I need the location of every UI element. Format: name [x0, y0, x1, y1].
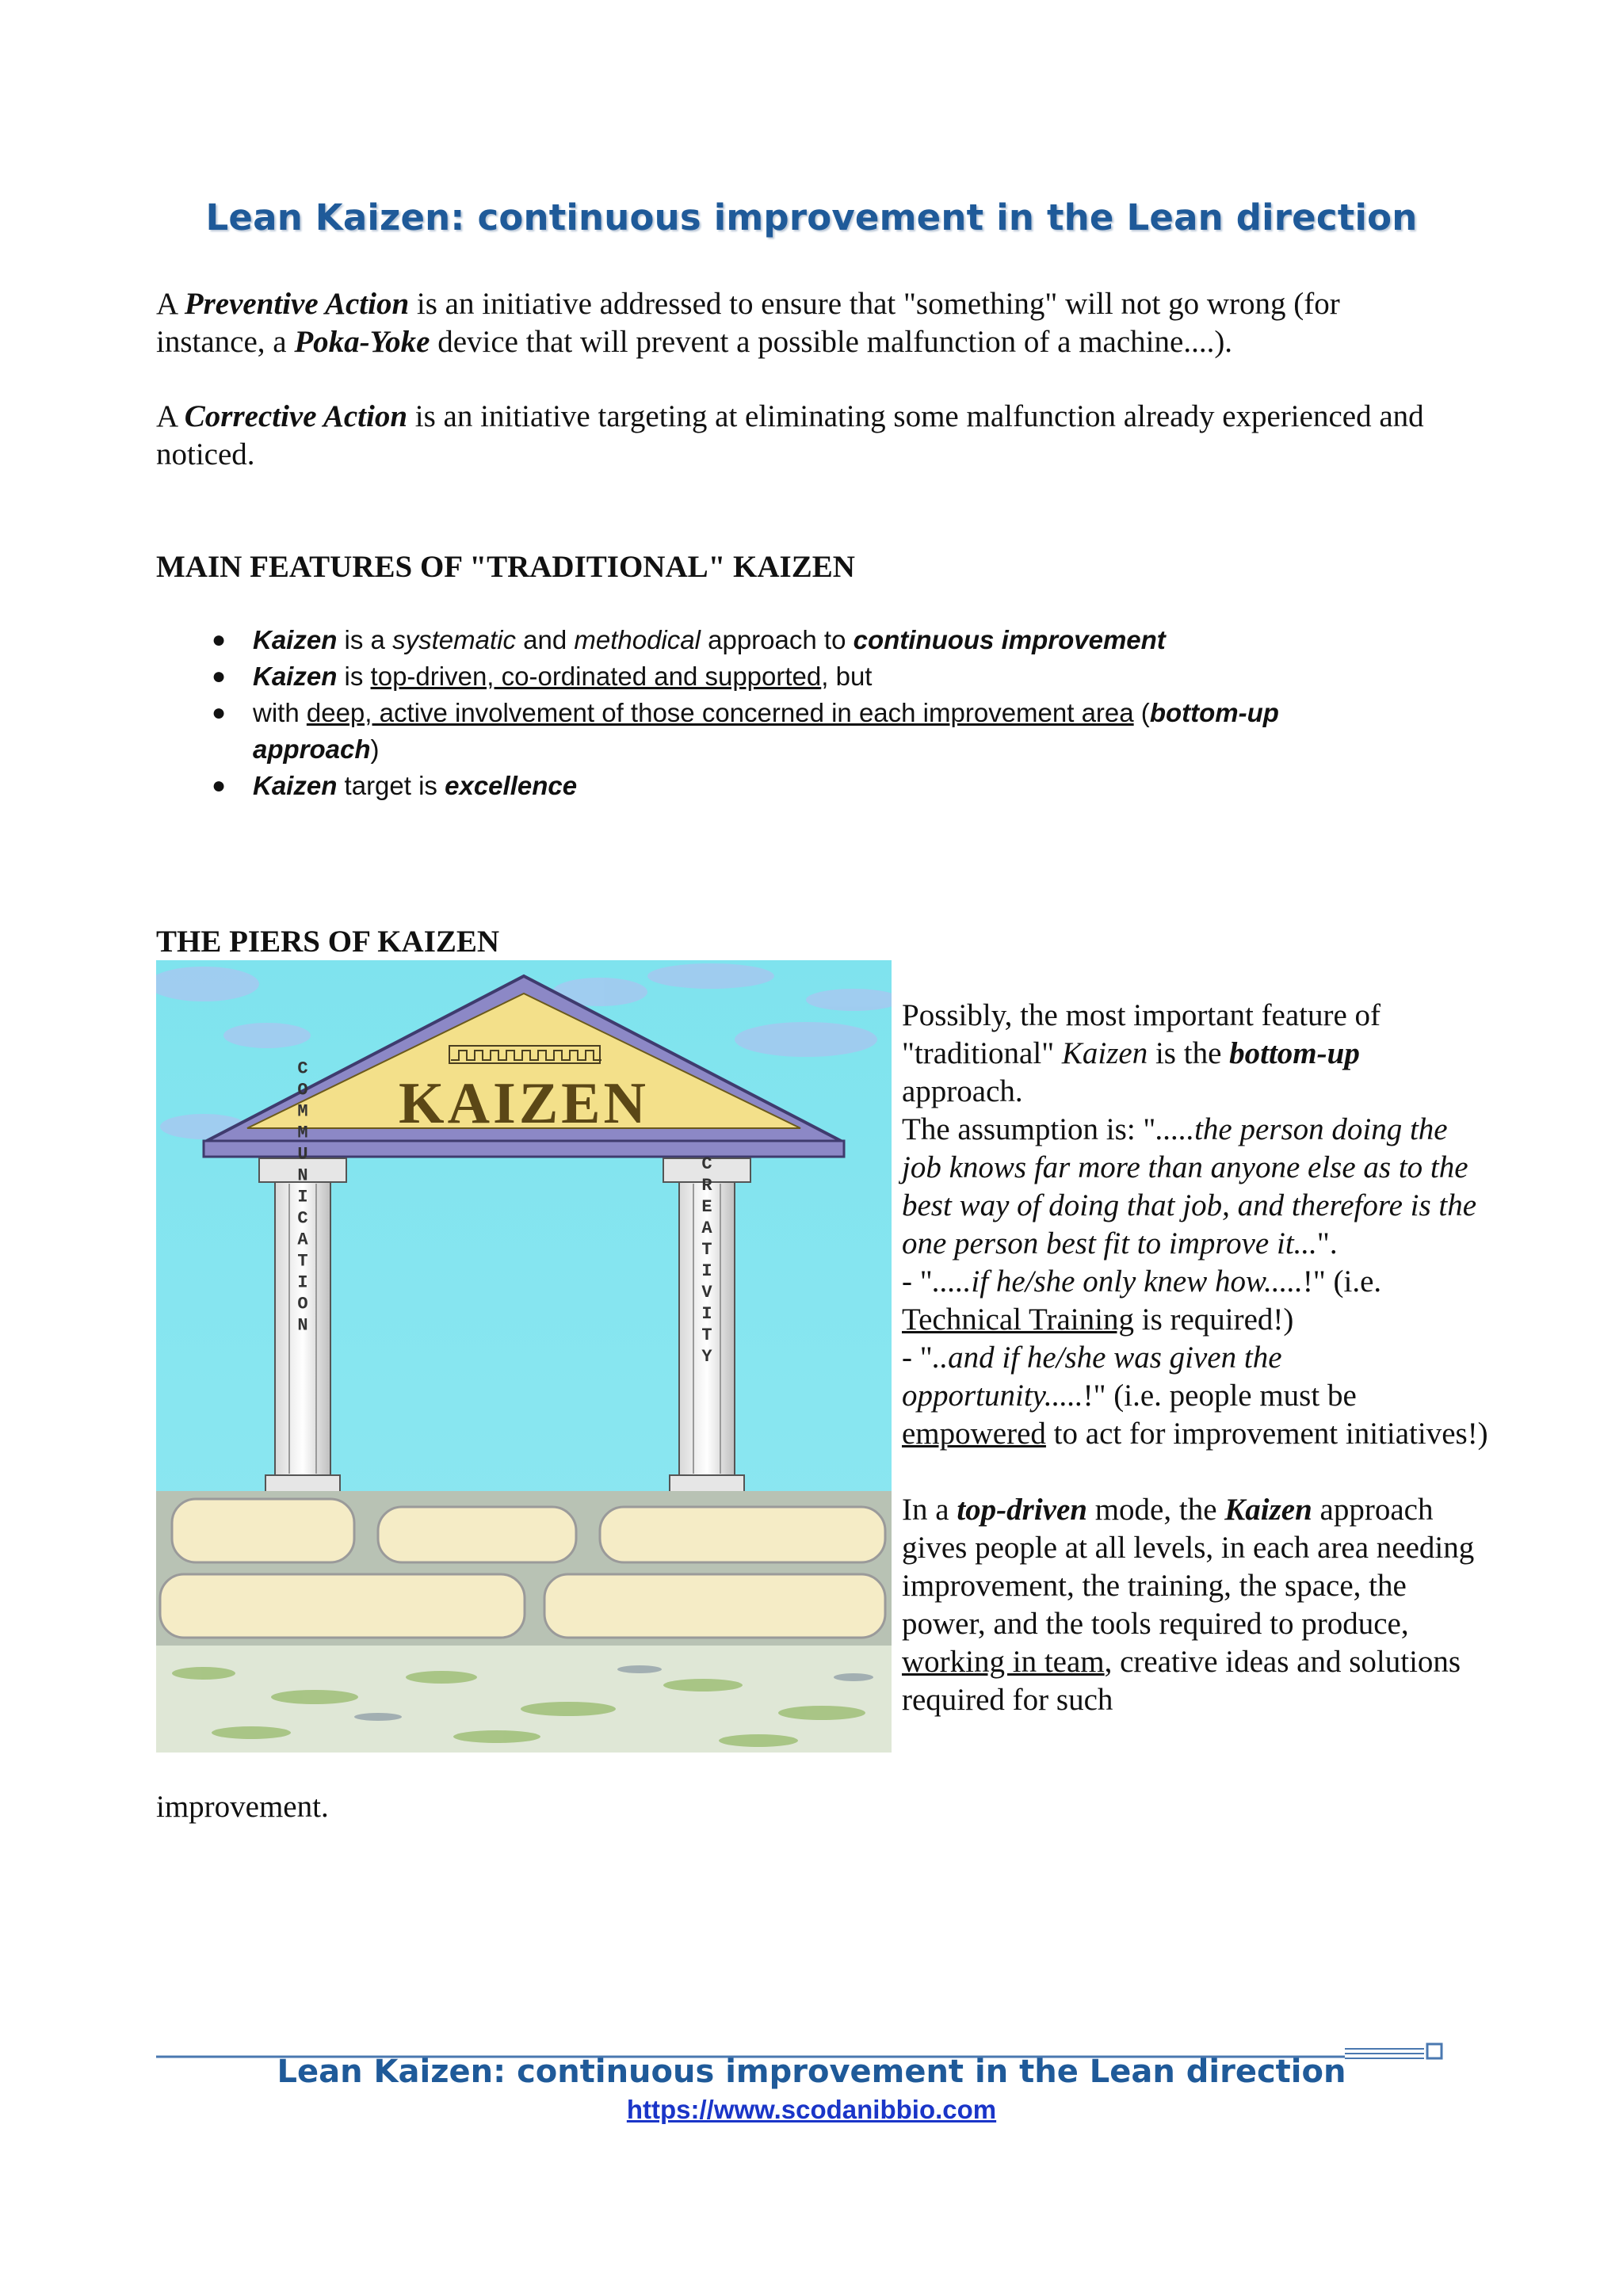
kaizen-term: Kaizen: [253, 662, 338, 691]
corrective-action-paragraph: [156, 398, 1456, 474]
footer-link[interactable]: https://www.scodanibbio.com: [626, 2095, 997, 2124]
kaizen-term: Kaizen: [253, 771, 338, 800]
piers-heading: THE PIERS OF KAIZEN: [156, 925, 500, 959]
side-text: ..and if he/she was given the opportunity.....: [902, 1341, 1282, 1413]
last-line: improvement.: [156, 1790, 329, 1824]
side-text: to act for improvement initiatives!): [1045, 1417, 1488, 1451]
list-text: , but: [821, 662, 873, 691]
list-text: with: [253, 698, 307, 727]
kaizen-term: Kaizen: [1061, 1036, 1148, 1070]
side-text: is the: [1148, 1036, 1230, 1070]
list-item: [156, 658, 1392, 695]
preventive-action-paragraph: [156, 285, 1456, 361]
kaizen-term: Kaizen: [1224, 1493, 1312, 1527]
side-text: In a: [902, 1493, 957, 1527]
side-text: mode, the: [1086, 1493, 1225, 1527]
kaizen-temple-illustration: [156, 960, 892, 1753]
pediment-label: KAIZEN: [399, 1071, 649, 1136]
features-list: [156, 622, 1392, 804]
list-text: approach to: [700, 625, 854, 654]
para-text: device that will prevent a possible malfunction of a machine....).: [430, 325, 1233, 359]
side-paragraph-3: [902, 1263, 1488, 1339]
bullet-icon: ●: [212, 700, 227, 726]
side-text: top-driven: [957, 1493, 1087, 1527]
list-text: target is: [337, 771, 445, 800]
footer-title: Lean Kaizen: continuous improvement in the Lean direction: [277, 2054, 1346, 2090]
bullet-icon: ●: [212, 772, 227, 799]
side-text: !" (i.e.: [1302, 1264, 1382, 1299]
side-paragraph-2: [902, 1111, 1488, 1263]
side-text: The assumption is: ": [902, 1112, 1156, 1146]
side-text: is required!): [1133, 1302, 1294, 1337]
term-corrective-action: Corrective Action: [184, 399, 408, 433]
list-text: bottom-up approach: [253, 698, 1279, 764]
spacer: [902, 1453, 1488, 1491]
side-text: bottom-up: [1229, 1036, 1360, 1070]
side-text: working in team: [902, 1645, 1105, 1679]
side-text: empowered: [902, 1417, 1046, 1451]
para-text: A: [156, 287, 185, 321]
list-text: excellence: [445, 771, 578, 800]
para-text: A: [156, 399, 185, 433]
side-text: .....if he/she only knew how.....: [932, 1264, 1303, 1299]
para-text: is an initiative addressed to ensure that "something" will not go wrong (for instance, a: [156, 287, 1340, 359]
side-text: !" (i.e. people must be: [1083, 1379, 1357, 1413]
list-text: ): [370, 734, 380, 764]
list-text: methodical: [574, 625, 701, 654]
piers-description: [902, 997, 1488, 1719]
side-paragraph-4: [902, 1339, 1488, 1453]
list-text: is a: [337, 625, 393, 654]
bullet-icon: ●: [212, 627, 227, 653]
side-text: approach.: [902, 1074, 1023, 1108]
side-text: - ": [902, 1341, 933, 1375]
list-text: top-driven, co-ordinated and supported: [370, 662, 822, 691]
list-item: [156, 622, 1392, 658]
side-text: Possibly, the most important feature of "traditional": [902, 998, 1381, 1070]
side-paragraph-5: [902, 1491, 1488, 1719]
list-text: is: [337, 662, 371, 691]
kaizen-term: Kaizen: [253, 625, 338, 654]
side-text: - ": [902, 1264, 933, 1299]
list-item: [156, 768, 1392, 804]
side-paragraph-1: [902, 997, 1488, 1111]
term-preventive-action: Preventive Action: [184, 287, 410, 321]
bullet-icon: ●: [212, 663, 227, 689]
side-text: approach gives people at all levels, in each area needing improvement, the training, the space, the power, and the tools required to produce,: [902, 1493, 1475, 1641]
side-text: ".: [1316, 1226, 1338, 1261]
list-text: (: [1133, 698, 1150, 727]
left-pillar-label: COMMUNICATION: [292, 1058, 313, 1337]
list-item: [156, 695, 1392, 768]
grass: [156, 1646, 892, 1753]
right-pillar-label: CREATIVITY: [697, 1154, 717, 1368]
list-text: deep, active involvement of those concerned in each improvement area: [306, 698, 1134, 727]
features-heading: MAIN FEATURES OF "TRADITIONAL" KAIZEN: [156, 550, 855, 584]
page-title: Lean Kaizen: continuous improvement in the Lean direction: [205, 196, 1418, 238]
list-text: and: [515, 625, 575, 654]
side-text: .....the person doing the job knows far more than anyone else as to the best way of doing that job, and therefore is the one person best fit to improve it...: [902, 1112, 1477, 1261]
side-text: Technical Training: [902, 1302, 1134, 1337]
para-text: is an initiative targeting at eliminating some malfunction already experienced and noticed.: [156, 399, 1424, 471]
list-text: continuous improvement: [853, 625, 1166, 654]
side-text: , creative ideas and solutions required for such: [902, 1645, 1461, 1717]
term-poka-yoke: Poka-Yoke: [294, 325, 430, 359]
list-text: systematic: [392, 625, 516, 654]
